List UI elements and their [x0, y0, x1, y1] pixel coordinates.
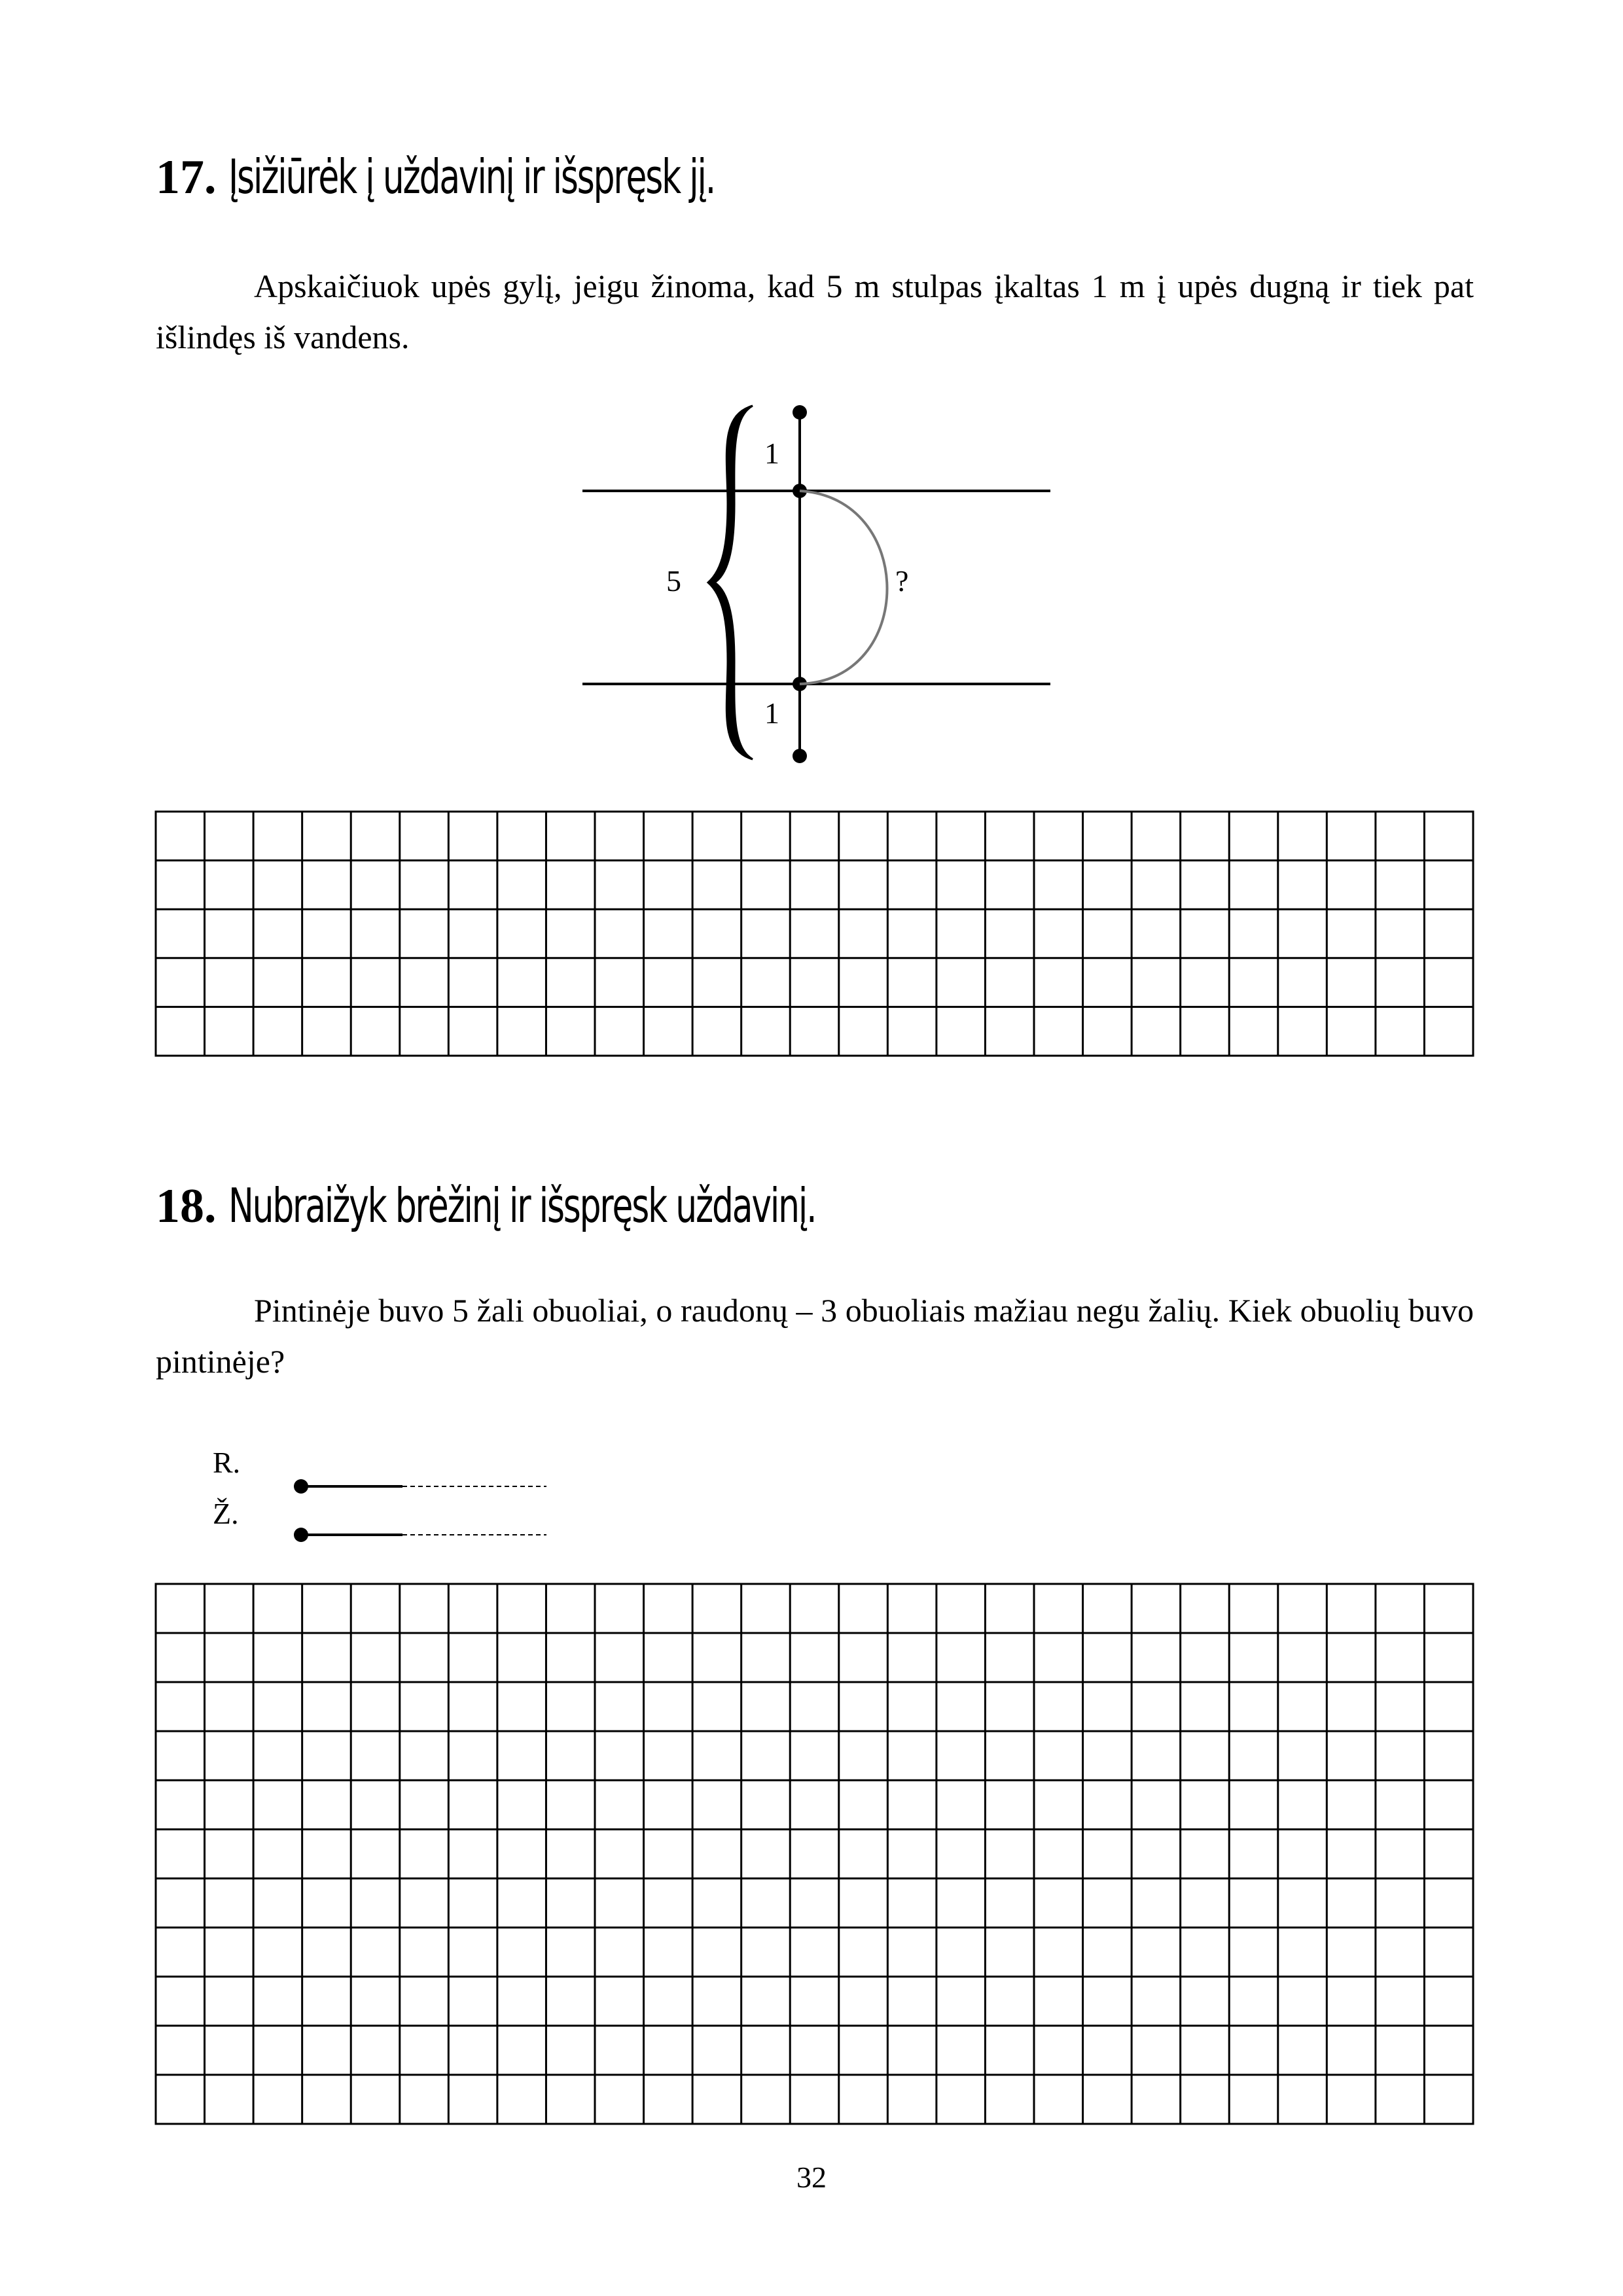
exercise-18-heading [156, 1178, 1044, 1234]
pole-end-point [793, 749, 807, 763]
label-unknown-depth: ? [895, 564, 909, 598]
label-in-ground: 1 [764, 696, 779, 730]
page-number: 32 [796, 2161, 827, 2194]
answer-grid-17[interactable] [156, 812, 1473, 1056]
label-red: R. [213, 1446, 241, 1479]
pole-top-point [793, 405, 807, 420]
exercise-17-title: Įsižiūrėk į uždavinį ir išspręsk jį. [228, 149, 715, 204]
exercise-17-number: 17. [156, 151, 217, 204]
label-green: Ž. [213, 1497, 239, 1530]
label-above-water: 1 [764, 437, 779, 470]
exercise-18-number: 18. [156, 1179, 217, 1233]
exercise-18-title: Nubraižyk brėžinį ir išspręsk uždavinį. [228, 1178, 815, 1233]
depth-arc [800, 491, 887, 684]
label-total: 5 [666, 564, 681, 598]
exercise-17-task: Apskaičiuok upės gylį, jeigu žinoma, kad 5 m stulpas įkaltas 1 m į upės dugną ir tiek pat išlindęs iš vandens. [156, 268, 1474, 355]
exercise-18-task: Pintinėje buvo 5 žali obuoliai, o raudonų – 3 obuoliais mažiau negu žalių. Kiek obuolių buvo pintinėje? [156, 1292, 1474, 1380]
curly-brace [708, 406, 753, 759]
answer-grid-18[interactable] [156, 1584, 1473, 2124]
apples-diagram [213, 1446, 546, 1542]
river-diagram [582, 405, 1050, 763]
